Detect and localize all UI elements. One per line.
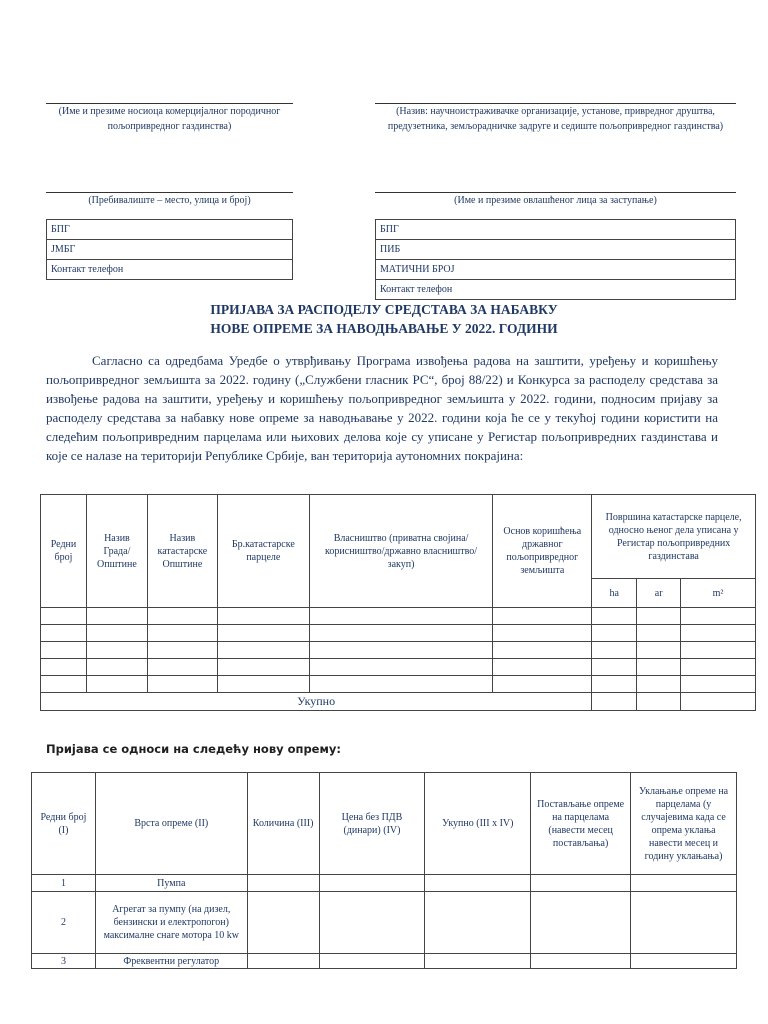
table-row: [32, 892, 737, 954]
table-cell[interactable]: [309, 608, 493, 625]
table-cell[interactable]: [637, 659, 681, 676]
table-cell[interactable]: [493, 625, 592, 642]
table-cell[interactable]: [425, 954, 531, 969]
table-cell[interactable]: [425, 875, 531, 892]
table-cell[interactable]: [631, 954, 737, 969]
table-row: [32, 875, 737, 892]
table-cell[interactable]: [637, 608, 681, 625]
table-cell[interactable]: [631, 892, 737, 954]
col-area-header: Површина катастарске парцеле, односно њеног дела уписана у Регистар пољопривредних газдинстава: [592, 495, 756, 579]
table-cell[interactable]: [531, 875, 631, 892]
table-cell[interactable]: [247, 954, 319, 969]
table-cell[interactable]: [217, 642, 309, 659]
holder-name-caption: (Име и презиме носиоца комерцијалног породичног пољопривредног газдинства): [58, 106, 281, 132]
table-cell[interactable]: [319, 875, 425, 892]
eq-row-number: 3: [32, 954, 96, 969]
table-row: [41, 608, 756, 625]
org-pib-label: ПИБ: [376, 240, 736, 260]
table-cell[interactable]: [319, 954, 425, 969]
table-cell[interactable]: [86, 608, 147, 625]
table-cell[interactable]: [41, 608, 87, 625]
table-cell[interactable]: [592, 642, 637, 659]
representative-caption: (Име и презиме овлашћеног лица за заступање): [454, 195, 657, 206]
table-cell[interactable]: [425, 892, 531, 954]
table-cell[interactable]: [681, 676, 756, 693]
eq-row-type: Агрегат за пумпу (на дизел, бензински и електропогон) максималне снаге мотора 10 kw: [95, 892, 247, 954]
table-cell[interactable]: [247, 892, 319, 954]
table-cell[interactable]: [531, 892, 631, 954]
org-bpg-label: БПГ: [376, 220, 736, 240]
holder-jmbg-label: ЈМБГ: [47, 240, 293, 260]
table-cell[interactable]: [493, 659, 592, 676]
table-cell[interactable]: [637, 642, 681, 659]
intro-paragraph: Сагласно са одредбама Уредбе о утврђивању Програма извођења радова на заштити, уређењу и коришћењу пољопривредног земљишта за 2022. годину („Службени гласник РС“, број 88/22) и Конкурса за расподелу средстава за извођење радова на заштити, уређењу и коришћењу пољопривредног земљишта у 2022. години, подносим пријаву за расподелу средстава за набавку нове опреме за наводњавање у 2022. години која ће се у текућој години користити на следећим пољопривредним парцелама или њихових делова које су уписане у Регистар пољопривредних газдинстава и које се налазе на територији Републике Србије, ван територија аутономних покрајина:: [46, 353, 718, 463]
table-cell[interactable]: [86, 642, 147, 659]
total-label: Укупно: [41, 693, 592, 711]
table-row: [32, 954, 737, 969]
table-cell[interactable]: [147, 625, 217, 642]
table-cell[interactable]: [493, 676, 592, 693]
eq-col-type-header: Врста опреме (II): [95, 773, 247, 875]
form-title-line-1: ПРИЈАВА ЗА РАСПОДЕЛУ СРЕДСТАВА ЗА НАБАВКУ: [210, 302, 558, 317]
col-parcel-number-header: Бр.катастарске парцеле: [217, 495, 309, 608]
eq-col-ordinal-header: Редни број (I): [32, 773, 96, 875]
form-title-line-2: НОВЕ ОПРЕМЕ ЗА НАВОДЊАВАЊЕ У 2022. ГОДИНИ: [210, 321, 558, 336]
equipment-heading: Пријава се односи на следећу нову опрему:: [46, 742, 341, 756]
organization-info-table: [375, 219, 736, 300]
table-cell[interactable]: [217, 608, 309, 625]
org-registration-label: МАТИЧНИ БРОЈ: [376, 260, 736, 280]
table-row: [41, 676, 756, 693]
table-cell[interactable]: [147, 642, 217, 659]
eq-row-number: 1: [32, 875, 96, 892]
table-cell[interactable]: [309, 659, 493, 676]
table-cell[interactable]: [592, 608, 637, 625]
table-cell[interactable]: [147, 608, 217, 625]
area-unit-m2: m²: [681, 579, 756, 608]
total-ar-cell[interactable]: [637, 693, 681, 711]
table-cell[interactable]: [86, 625, 147, 642]
table-cell[interactable]: [217, 625, 309, 642]
table-cell[interactable]: [217, 676, 309, 693]
table-cell[interactable]: [681, 608, 756, 625]
total-row: [41, 693, 756, 711]
table-cell[interactable]: [309, 642, 493, 659]
table-cell[interactable]: [592, 676, 637, 693]
table-cell[interactable]: [41, 642, 87, 659]
table-cell[interactable]: [309, 625, 493, 642]
table-cell[interactable]: [592, 625, 637, 642]
col-usage-basis-header: Основ коришћења државног пољопривредног земљишта: [493, 495, 592, 608]
eq-col-total-header: Укупно (III x IV): [425, 773, 531, 875]
eq-col-price-header: Цена без ПДВ (динари) (IV): [319, 773, 425, 875]
table-cell[interactable]: [493, 642, 592, 659]
table-cell[interactable]: [681, 625, 756, 642]
table-row: [41, 642, 756, 659]
table-cell[interactable]: [41, 625, 87, 642]
table-cell[interactable]: [217, 659, 309, 676]
parcels-table: [40, 494, 756, 711]
eq-col-removal-header: Уклањање опреме на парцелама (у случајевима када се опрема уклања навести месец и годину уклањања): [631, 773, 737, 875]
col-ownership-header: Власништво (приватна својина/корисништво/државно власништво/закуп): [309, 495, 493, 608]
table-cell[interactable]: [637, 676, 681, 693]
table-cell[interactable]: [681, 659, 756, 676]
total-m2-cell[interactable]: [681, 693, 756, 711]
table-cell[interactable]: [631, 875, 737, 892]
eq-row-number: 2: [32, 892, 96, 954]
area-unit-ha: ha: [592, 579, 637, 608]
area-unit-ar: ar: [637, 579, 681, 608]
table-row: [41, 659, 756, 676]
table-cell[interactable]: [147, 659, 217, 676]
equipment-table: [31, 772, 737, 969]
holder-bpg-label: БПГ: [47, 220, 293, 240]
table-cell[interactable]: [531, 954, 631, 969]
residence-caption: (Пребивалиште – место, улица и број): [88, 195, 251, 206]
table-cell[interactable]: [637, 625, 681, 642]
col-ordinal-header: Редни број: [41, 495, 87, 608]
eq-col-installation-header: Постављање опреме на парцелама (навести месец постављања): [531, 773, 631, 875]
holder-info-table: [46, 219, 293, 280]
table-cell[interactable]: [86, 659, 147, 676]
table-cell[interactable]: [681, 642, 756, 659]
col-city-header: Назив Града/ Општине: [86, 495, 147, 608]
table-cell[interactable]: [86, 676, 147, 693]
eq-row-type: Фреквентни регулатор: [95, 954, 247, 969]
table-cell[interactable]: [319, 892, 425, 954]
table-cell[interactable]: [309, 676, 493, 693]
table-cell[interactable]: [247, 875, 319, 892]
holder-phone-label: Контакт телефон: [47, 260, 293, 280]
table-row: [41, 625, 756, 642]
table-cell[interactable]: [493, 608, 592, 625]
table-cell[interactable]: [147, 676, 217, 693]
table-cell[interactable]: [41, 676, 87, 693]
table-cell[interactable]: [41, 659, 87, 676]
eq-row-type: Пумпа: [95, 875, 247, 892]
eq-col-quantity-header: Количина (III): [247, 773, 319, 875]
col-cadastral-municipality-header: Назив катастарске Општине: [147, 495, 217, 608]
table-cell[interactable]: [592, 659, 637, 676]
total-ha-cell[interactable]: [592, 693, 637, 711]
organization-name-caption: (Назив: научноистраживачке организације, установе, привредног друштва, предузетника, земљорадничке задруге и седиште пољопривредног газдинства): [387, 106, 724, 132]
org-phone-label: Контакт телефон: [376, 280, 736, 300]
